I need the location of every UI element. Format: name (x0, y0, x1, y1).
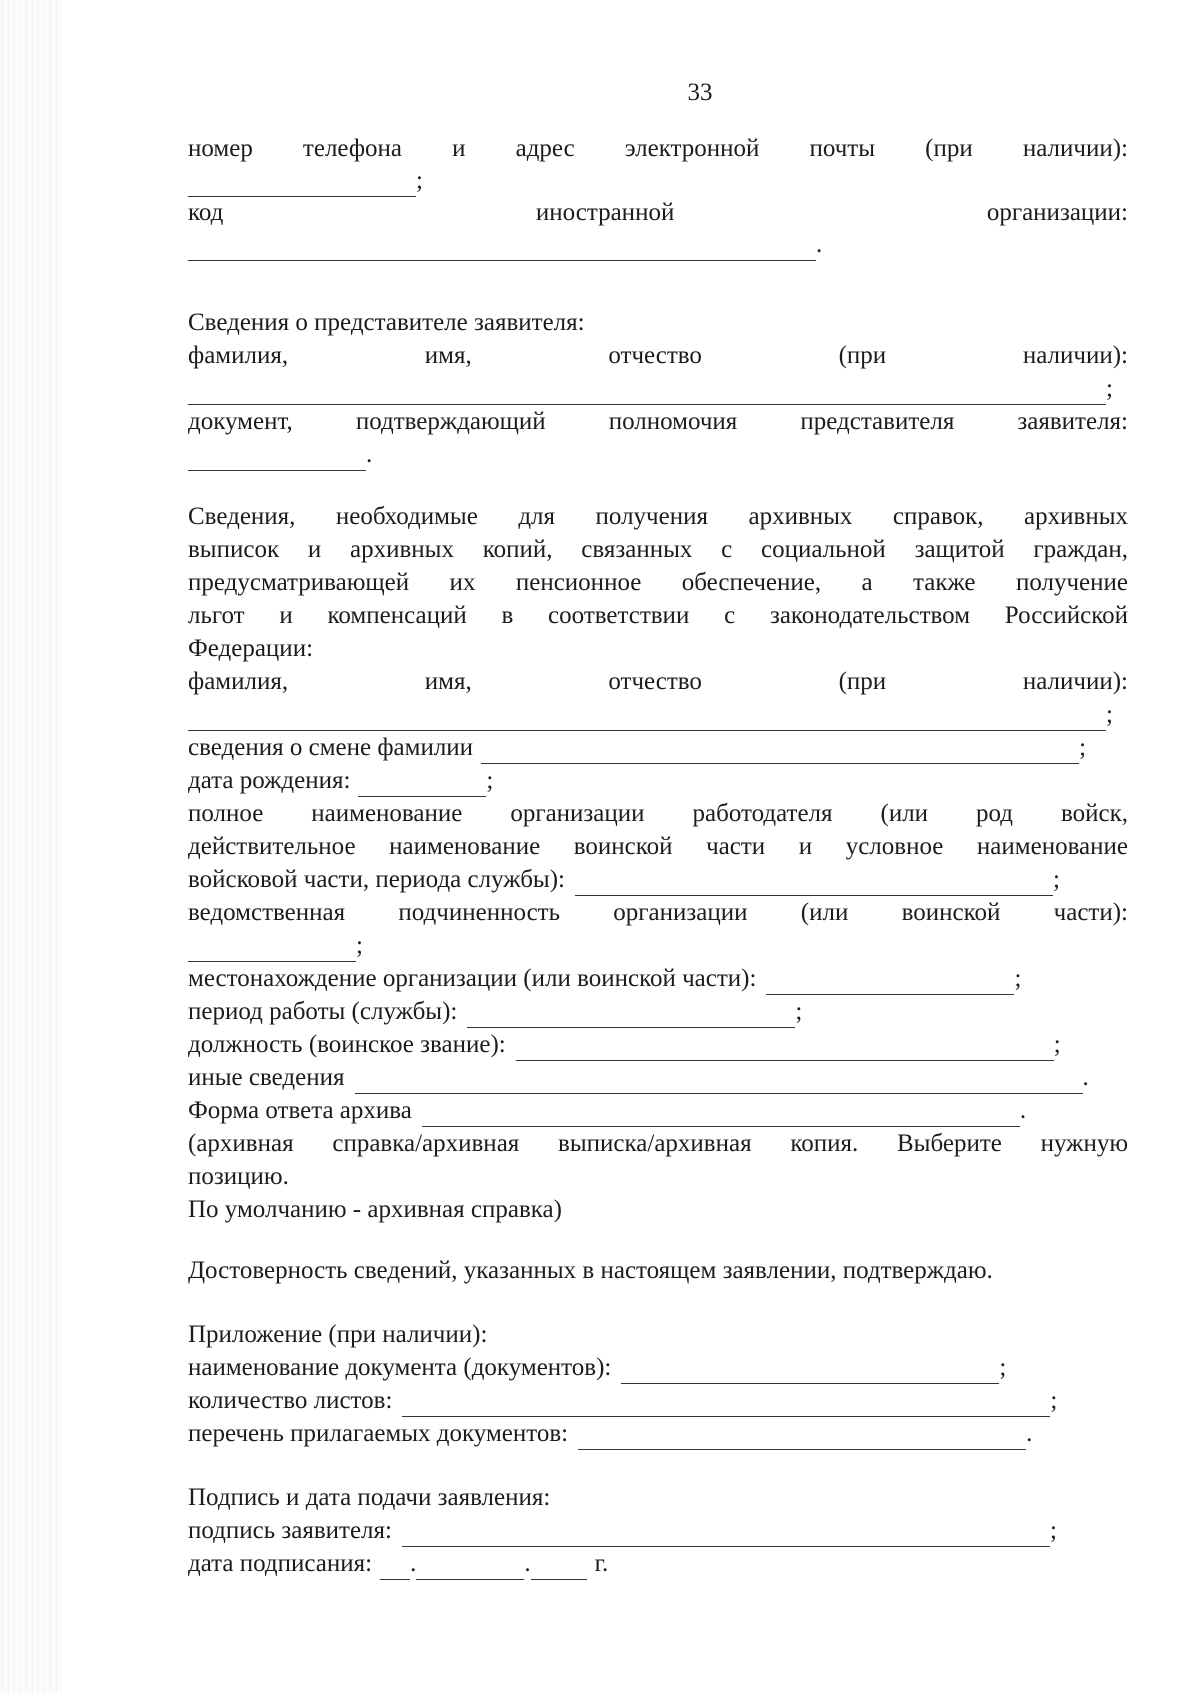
surname-change-blank[interactable] (481, 737, 1079, 764)
org-name-line-2: действительное наименование воинской части и условное наименование (188, 833, 1128, 860)
work-period-blank[interactable] (467, 1001, 795, 1028)
scan-edge (0, 0, 62, 1693)
applicant-signature-blank[interactable] (402, 1520, 1050, 1547)
answer-note-line-2: позицию. (188, 1163, 289, 1190)
position-row: должность (воинское звание): ; (188, 1028, 1128, 1061)
applicant-signature-row: подпись заявителя: ; (188, 1514, 1128, 1547)
attached-list-row: перечень прилагаемых документов: . (188, 1417, 1128, 1450)
org-name-blank[interactable] (575, 869, 1053, 896)
location-row: местонахождение организации (или воинской части): ; (188, 962, 1128, 995)
org-name-row: войсковой части, периода службы): ; (188, 863, 1128, 896)
representative-fio-label: фамилия, имя, отчество (при наличии): (188, 342, 1128, 369)
attached-list-label: перечень прилагаемых документов: (188, 1420, 569, 1447)
phone-email-field[interactable]: ; (188, 164, 1128, 197)
location-blank[interactable] (766, 968, 1014, 995)
doc-name-blank[interactable] (621, 1357, 999, 1384)
phone-email-blank[interactable] (188, 170, 416, 197)
foreign-org-code-blank[interactable] (188, 234, 816, 261)
other-info-label: иные сведения (188, 1064, 345, 1091)
answer-note-line-1: (архивная справка/архивная выписка/архивная копия. Выберите нужную (188, 1130, 1128, 1157)
attachment-heading: Приложение (при наличии): (188, 1321, 488, 1348)
other-info-row: иные сведения . (188, 1061, 1128, 1094)
representative-document-blank[interactable] (188, 444, 366, 471)
representative-heading: Сведения о представителе заявителя: (188, 309, 585, 336)
subordination-blank[interactable] (188, 935, 356, 962)
archive-info-line-2: выписок и архивных копий, связанных с социальной защитой граждан, (188, 536, 1128, 563)
position-blank[interactable] (516, 1034, 1054, 1061)
org-name-line-3: войсковой части, периода службы): (188, 866, 565, 893)
confirmation-text: Достоверность сведений, указанных в настоящем заявлении, подтверждаю. (188, 1257, 993, 1284)
sheets-blank[interactable] (402, 1390, 1050, 1417)
sign-month-blank[interactable] (416, 1553, 524, 1580)
surname-change-row: сведения о смене фамилии ; (188, 731, 1128, 764)
citizen-fio-field[interactable]: ; (188, 698, 1128, 731)
attached-list-blank[interactable] (578, 1423, 1026, 1450)
foreign-org-code-label: код иностранной организации: (188, 199, 1128, 226)
archive-info-line-3: предусматривающей их пенсионное обеспечение, а также получение (188, 569, 1128, 596)
doc-name-label: наименование документа (документов): (188, 1354, 612, 1381)
work-period-label: период работы (службы): (188, 998, 458, 1025)
other-info-blank[interactable] (355, 1067, 1083, 1094)
foreign-org-code-field[interactable]: . (188, 228, 1128, 261)
page-number: 33 (687, 79, 713, 106)
subordination-label: ведомственная подчиненность организации (или воинской части): (188, 899, 1128, 926)
archive-info-line-5: Федерации: (188, 635, 314, 662)
answer-form-row: Форма ответа архива . (188, 1094, 1128, 1127)
org-name-line-1: полное наименование организации работодателя (или род войск, (188, 800, 1128, 827)
birth-date-blank[interactable] (358, 770, 486, 797)
applicant-signature-label: подпись заявителя: (188, 1517, 392, 1544)
citizen-fio-label: фамилия, имя, отчество (при наличии): (188, 668, 1128, 695)
location-label: местонахождение организации (или воинской части): (188, 965, 757, 992)
representative-document-label: документ, подтверждающий полномочия представителя заявителя: (188, 408, 1128, 435)
birth-date-label: дата рождения: (188, 767, 351, 794)
representative-fio-blank[interactable] (188, 378, 1106, 405)
sign-day-blank[interactable] (380, 1553, 410, 1580)
phone-email-label: номер телефона и адрес электронной почты (при наличии): (188, 135, 1128, 162)
sheets-label: количество листов: (188, 1387, 393, 1414)
answer-form-label: Форма ответа архива (188, 1097, 412, 1124)
representative-document-field[interactable]: . (188, 438, 1128, 471)
work-period-row: период работы (службы): ; (188, 995, 1128, 1028)
birth-date-row: дата рождения: ; (188, 764, 1128, 797)
citizen-fio-blank[interactable] (188, 704, 1106, 731)
subordination-field[interactable]: ; (188, 929, 1128, 962)
sign-date-label: дата подписания: (188, 1550, 373, 1577)
sign-date-row: дата подписания: . . г. (188, 1547, 1128, 1580)
signature-heading: Подпись и дата подачи заявления: (188, 1484, 551, 1511)
answer-note-line-3: По умолчанию - архивная справка) (188, 1196, 562, 1223)
archive-info-line-1: Сведения, необходимые для получения архивных справок, архивных (188, 503, 1128, 530)
sign-year-blank[interactable] (531, 1553, 587, 1580)
year-suffix: г. (594, 1550, 609, 1577)
representative-fio-field[interactable]: ; (188, 372, 1128, 405)
archive-info-line-4: льгот и компенсаций в соответствии с законодательством Российской (188, 602, 1128, 629)
position-label: должность (воинское звание): (188, 1031, 506, 1058)
surname-change-label: сведения о смене фамилии (188, 734, 474, 761)
answer-form-blank[interactable] (422, 1100, 1020, 1127)
doc-name-row: наименование документа (документов): ; (188, 1351, 1128, 1384)
sheets-row: количество листов: ; (188, 1384, 1128, 1417)
